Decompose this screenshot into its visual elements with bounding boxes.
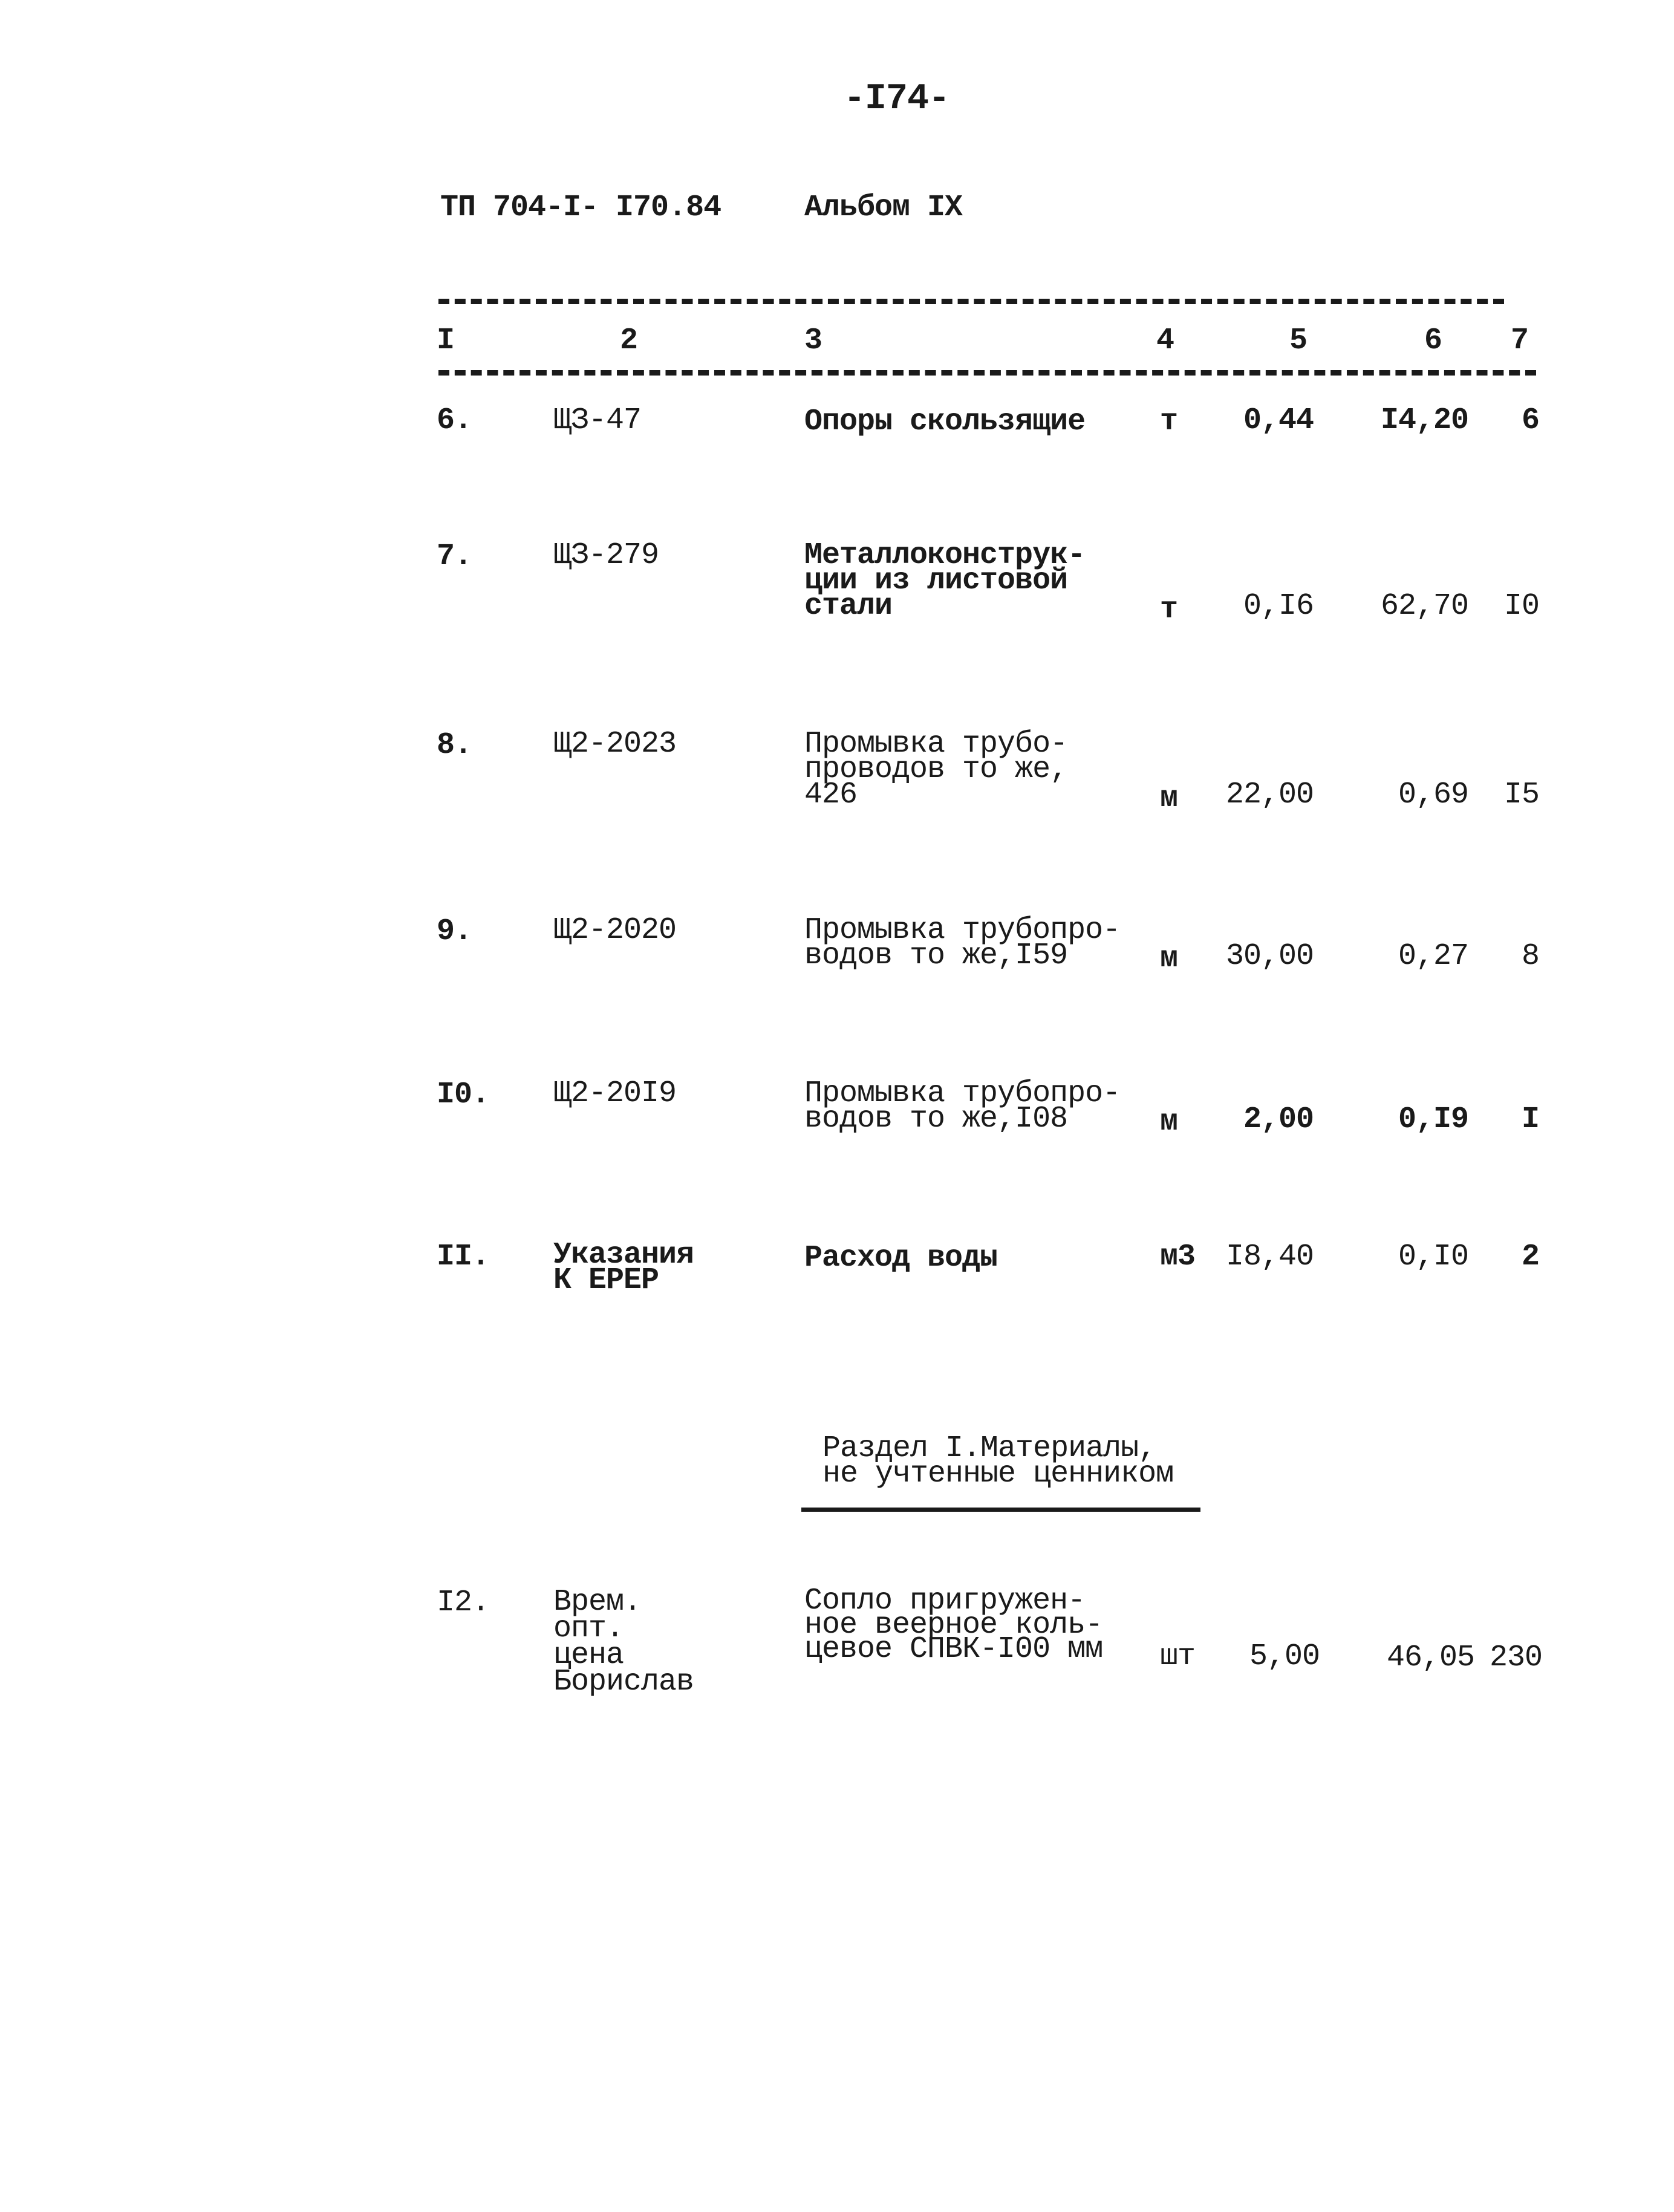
row-count: 2 [1521,1240,1539,1274]
row-unit: м [1160,942,1178,976]
album-label: Альбом IX [804,190,963,225]
row-quantity: 2,00 [1243,1102,1314,1137]
row-quantity: 5,00 [1249,1639,1320,1674]
row-unit: м [1160,1105,1178,1139]
row-code: Указания К ЕРЕР [553,1238,694,1298]
row-number: 7. [437,539,472,574]
row-unit: м3 [1160,1240,1196,1274]
row-price: I4,20 [1380,403,1468,438]
row-description: Промывка трубопро- водов то же,I08 [804,1076,1121,1136]
row-number: II. [437,1240,490,1274]
row-quantity: 0,44 [1243,403,1314,438]
row-unit: т [1160,593,1178,627]
column-header-1: I [437,324,455,358]
row-code: ЩЗ-47 [553,403,642,438]
row-code: Щ2-20I9 [553,1076,677,1111]
column-header-3: 3 [804,324,822,358]
row-code: Врем. опт. цена Борислав [553,1585,694,1699]
row-price: 46,05 [1386,1641,1474,1675]
row-number: 8. [437,728,472,763]
row-description: Металлоконструк- ции из листовой стали [804,538,1086,623]
row-description: Сопло пригружен- ное веерное коль- цевое СПВК-I00 мм [804,1584,1103,1667]
row-quantity: 0,I6 [1243,589,1314,623]
row-number: I2. [437,1586,490,1620]
row-unit: т [1160,405,1178,439]
row-price: 0,I0 [1398,1240,1468,1274]
row-unit: м [1160,781,1178,816]
row-description: Промывка трубо- проводов то же, 426 [804,727,1068,812]
column-header-6: 6 [1424,324,1442,358]
column-header-5: 5 [1289,324,1308,358]
row-number: 9. [437,914,472,949]
column-header-4: 4 [1156,324,1174,358]
row-count: I5 [1503,778,1539,812]
row-count: 6 [1521,403,1539,438]
row-quantity: I8,40 [1225,1240,1314,1274]
row-description: Расход воды [804,1241,998,1275]
row-code: Щ2-2023 [553,727,677,761]
row-count: I [1521,1102,1539,1137]
row-number: 6. [437,403,472,438]
row-count: I0 [1503,589,1539,623]
row-description: Промывка трубопро- водов то же,I59 [804,913,1121,973]
document-code: ТП 704-I- I70.84 [440,190,721,225]
row-number: I0. [437,1078,490,1112]
row-price: 0,69 [1398,778,1468,812]
row-quantity: 22,00 [1225,778,1314,812]
section-title: Раздел I.Материалы, не учтенные ценником [822,1431,1174,1491]
row-price: 0,I9 [1398,1102,1468,1137]
row-price: 0,27 [1398,939,1468,974]
column-header-2: 2 [620,324,638,358]
row-count: 8 [1521,939,1539,974]
row-count: 230 [1489,1641,1542,1675]
row-code: Щ2-2020 [553,913,677,948]
table-header-top-rule [438,299,1504,304]
section-title-underline [801,1508,1200,1512]
row-price: 62,70 [1380,589,1468,623]
page-number: -I74- [844,79,950,120]
column-header-7: 7 [1511,324,1529,358]
row-quantity: 30,00 [1225,939,1314,974]
row-code: ЩЗ-279 [553,538,659,573]
row-unit: шт [1160,1639,1196,1674]
table-header-bottom-rule [438,370,1536,376]
row-description: Опоры скользящие [804,405,1086,439]
